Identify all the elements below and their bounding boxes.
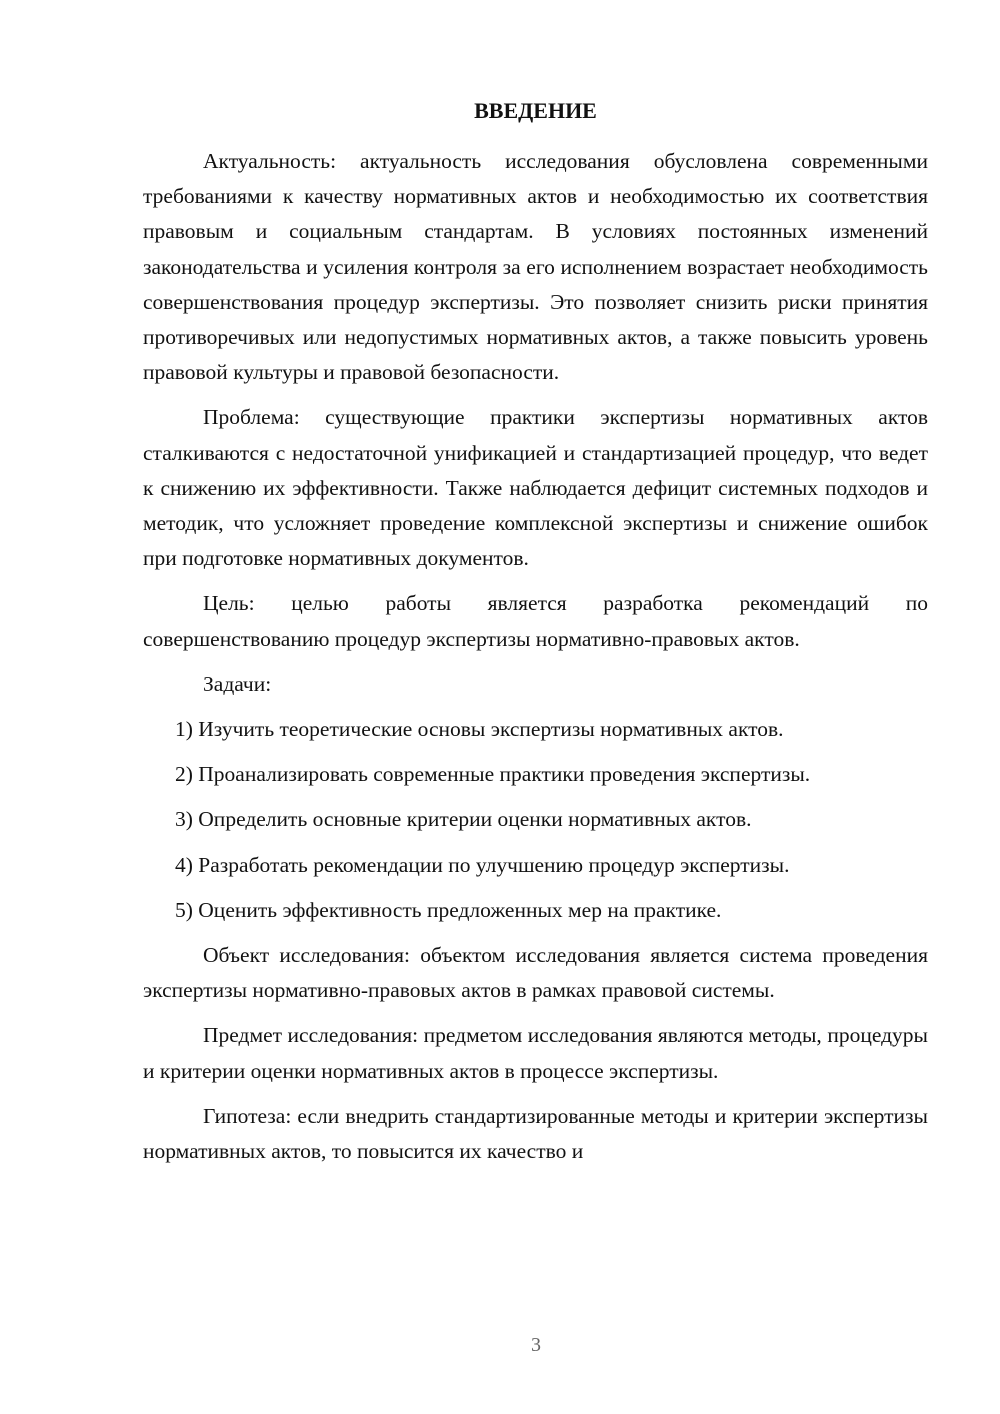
- page-content: [143, 96, 928, 1179]
- task-item: 2) Проанализировать современные практики проведения экспертизы.: [175, 762, 811, 787]
- tasks-heading: Задачи:: [203, 671, 272, 696]
- paragraph-relevance: Актуальность: актуальность исследования обусловлена современными требованиями к качеству нормативных актов и необходимостью их соответствия правовым и социальным стандартам. В условиях постоянных изменений законодательства и усиления контроля за его исполнением возрастает необходимость совершенствования процедур экспертизы. Это позволяет снизить риски принятия противоречивых или недопустимых нормативных актов, а также повысить уровень правовой культуры и правовой безопасности.: [143, 149, 928, 385]
- paragraph-subject: Предмет исследования: предметом исследования являются методы, процедуры и критерии оценки нормативных актов в процессе экспертизы.: [143, 1023, 928, 1083]
- paragraph-problem: Проблема: существующие практики экспертизы нормативных актов сталкиваются с недостаточной унификацией и стандартизацией процедур, что ведет к снижению их эффективности. Также наблюдается дефицит системных подходов и методик, что усложняет проведение комплексной экспертизы и снижение ошибок при подготовке нормативных документов.: [143, 405, 928, 571]
- task-item: 4) Разработать рекомендации по улучшению процедур экспертизы.: [175, 852, 790, 877]
- paragraph-object: Объект исследования: объектом исследования является система проведения экспертизы нормативно-правовых актов в рамках правовой системы.: [143, 943, 928, 1003]
- task-list: [143, 712, 928, 928]
- paragraph-hypothesis: Гипотеза: если внедрить стандартизированные методы и критерии экспертизы нормативных актов, то повысится их качество и: [143, 1103, 928, 1164]
- page-number: 3: [531, 1334, 541, 1356]
- task-item: 5) Оценить эффективность предложенных мер на практике.: [175, 897, 722, 922]
- paragraph-goal: Цель: целью работы является разработка рекомендаций по совершенствованию процедур экспертизы нормативно-правовых актов.: [143, 591, 928, 651]
- task-item: 3) Определить основные критерии оценки нормативных актов.: [175, 807, 752, 832]
- page-title: ВВЕДЕНИЕ: [474, 98, 597, 123]
- task-item: 1) Изучить теоретические основы экспертизы нормативных актов.: [175, 717, 784, 742]
